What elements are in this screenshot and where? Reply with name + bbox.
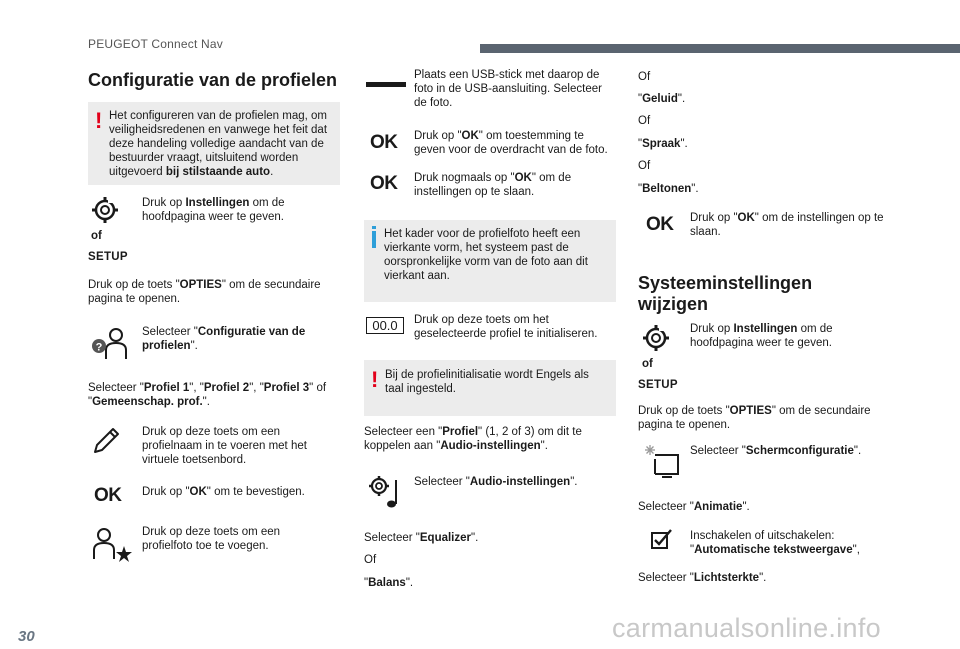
warning-text: Bij de profielinitialisatie wordt Engels als taal ingesteld. [385, 369, 589, 396]
info-text: Het kader voor de profielfoto heeft een vierkante vorm, het systeem past de oorspronkelijke vorm van de foto aan dit vierkant aan. [384, 228, 588, 283]
ok-button[interactable]: OK [370, 132, 398, 153]
usb-slot-icon [366, 80, 406, 90]
screen-brightness-icon[interactable] [642, 444, 682, 478]
balans-option: "Balans". [364, 577, 414, 589]
or-label: Of [638, 160, 651, 172]
add-photo-instruction: Druk op deze toets om een profielfoto toe te voegen. [142, 526, 281, 553]
ok-transfer-instruction: Druk op "OK" om toestemming te geven voor de overdracht van de foto. [414, 130, 608, 157]
or-label: Of [364, 554, 377, 566]
svg-text:?: ? [95, 341, 103, 354]
ok-save-instruction: Druk op "OK" om de instellingen op te slaan. [690, 212, 884, 239]
ok-button[interactable]: OK [94, 485, 122, 506]
audio-settings-icon[interactable] [368, 474, 402, 510]
settings-instruction: Druk op Instellingen om de hoofdpagina weer te geven. [690, 323, 833, 350]
screen-config-instruction: Selecteer "Schermconfiguratie". [690, 445, 862, 457]
checkbox-icon[interactable] [650, 528, 674, 550]
pencil-icon[interactable] [92, 425, 122, 455]
ok-button[interactable]: OK [370, 173, 398, 194]
ok-button[interactable]: OK [646, 214, 674, 235]
usb-instruction: Plaats een USB-stick met daarop de foto in de USB-aansluiting. Selecteer de foto. [414, 69, 602, 110]
profile-question-icon[interactable] [92, 326, 128, 362]
ok-save-instruction: Druk nogmaals op "OK" om de instellingen op te slaan. [414, 172, 572, 199]
settings-instruction: Druk op Instellingen om de hoofdpagina weer te geven. [142, 197, 285, 224]
warning-text: Het configureren van de profielen mag, om veiligheidsredenen en vanwege het feit dat deze handeling volledige aandacht van de bestuurder vraagt, uitsluitend worden uitgevoerd bij stilstaande auto. [109, 110, 328, 179]
warning-icon: ! [371, 367, 379, 392]
reset-counter-button[interactable]: 00.0 [366, 317, 404, 334]
warning-box-language [364, 360, 616, 416]
page-number: 30 [18, 628, 35, 645]
setup-button[interactable]: SETUP [88, 251, 128, 263]
beltonen-option: "Beltonen". [638, 183, 699, 195]
info-icon [372, 231, 376, 248]
watermark: carmanualsonline.info [612, 613, 881, 643]
animatie-instruction: Selecteer "Animatie". [638, 501, 750, 513]
warning-box-safety [88, 102, 340, 185]
spraak-option: "Spraak". [638, 138, 688, 150]
or-label: of [642, 358, 653, 370]
profile-star-icon[interactable] [90, 526, 134, 562]
section-title-system: Systeeminstellingen wijzigen [638, 273, 813, 314]
rename-instruction: Druk op deze toets om een profielnaam in te voeren met het virtuele toetsenbord. [142, 426, 307, 467]
brightness-instruction: Selecteer "Lichtsterkte". [638, 572, 767, 584]
options-instruction: Druk op de toets "OPTIES" om de secundaire pagina te openen. [638, 405, 871, 432]
warning-icon: ! [95, 108, 103, 133]
select-profile-instruction: Selecteer "Profiel 1", "Profiel 2", "Profiel 3" of "Gemeenschap. prof.". [88, 382, 327, 409]
toggle-instruction: Inschakelen of uitschakelen: "Automatische tekstweergave", [690, 530, 860, 557]
geluid-option: "Geluid". [638, 93, 686, 105]
audio-instruction: Selecteer "Audio-instellingen". [414, 476, 578, 488]
setup-button[interactable]: SETUP [638, 379, 678, 391]
info-icon-dot [372, 226, 376, 229]
select-config-instruction: Selecteer "Configuratie van de profielen". [142, 326, 306, 353]
or-label: Of [638, 71, 651, 83]
link-profile-instruction: Selecteer een "Profiel" (1, 2 of 3) om dit te koppelen aan "Audio-instellingen". [364, 426, 582, 453]
info-box-photo [364, 220, 616, 302]
or-label: of [91, 230, 102, 242]
reset-instruction: Druk op deze toets om het geselecteerde profiel te initialiseren. [414, 314, 598, 341]
header-bar [480, 44, 960, 53]
section-title-profiles: Configuratie van de profielen [88, 70, 338, 90]
options-instruction: Druk op de toets "OPTIES" om de secundaire pagina te openen. [88, 279, 321, 306]
ok-confirm-instruction: Druk op "OK" om te bevestigen. [142, 486, 305, 498]
gear-icon[interactable] [91, 196, 119, 224]
equalizer-instruction: Selecteer "Equalizer". [364, 532, 479, 544]
gear-icon[interactable] [642, 324, 670, 352]
header-brand: PEUGEOT Connect Nav [88, 37, 223, 51]
or-label: Of [638, 115, 651, 127]
